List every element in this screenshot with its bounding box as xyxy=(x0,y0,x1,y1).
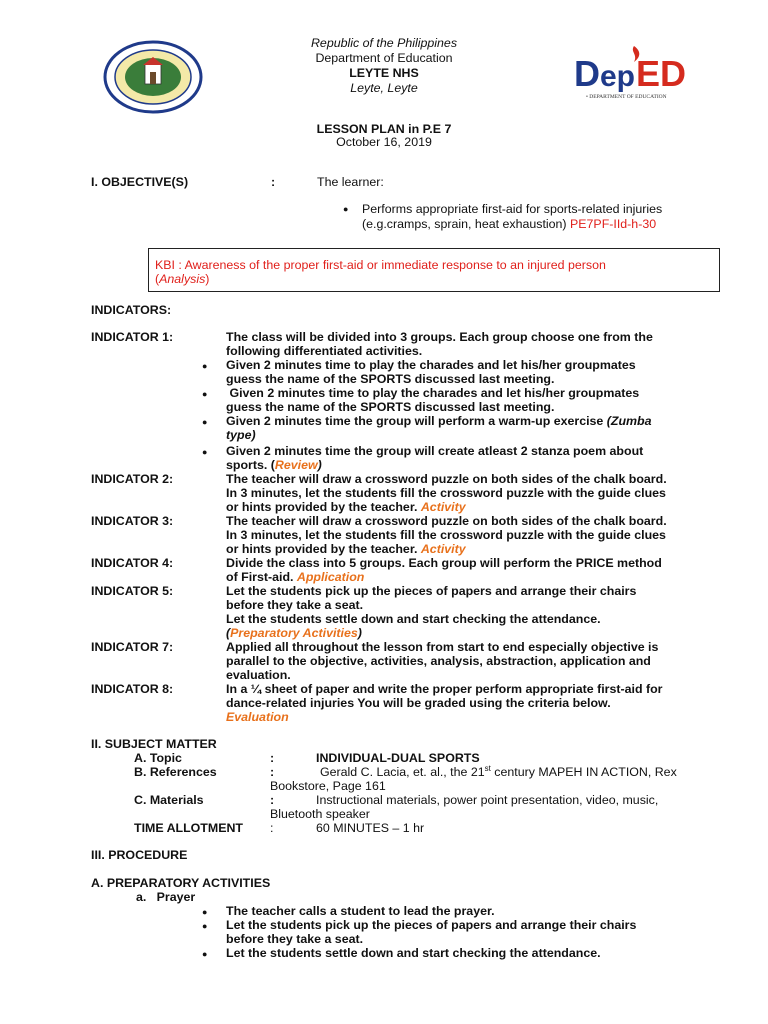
references-text: Gerald C. Lacia, et. al., the 21 xyxy=(320,765,485,779)
kbi-analysis: Analysis xyxy=(159,272,206,286)
indicator-1-line: following differentiated activities. xyxy=(226,344,423,358)
procedure-item: Let the students pick up the pieces of papers and arrange their chairs xyxy=(226,918,637,932)
indicator-3-line xyxy=(226,542,466,556)
bullet-icon: ● xyxy=(202,949,208,959)
indicator-1-bullet-text: sports. ( xyxy=(226,458,275,472)
indicator-2-label: INDICATOR 2: xyxy=(91,472,174,486)
objectives-label: I. OBJECTIVE(S) xyxy=(91,175,189,189)
indicator-1-bullet-line: Given 2 minutes time the group will create atleast 2 stanza poem about xyxy=(226,444,644,458)
indicator-5-line xyxy=(226,626,362,640)
materials-colon: : xyxy=(270,793,275,807)
objective-line-2: (e.g.cramps, sprain, heat exhaustion) xyxy=(362,217,567,231)
objective-line-1: Performs appropriate first-aid for sports-related injuries xyxy=(362,202,663,216)
indicator-1-bullet-line xyxy=(226,414,652,428)
review-tag: Review xyxy=(274,458,318,472)
zumba-note: (Zumba xyxy=(606,414,652,428)
lesson-plan-title: LESSON PLAN in P.E 7 xyxy=(316,122,452,136)
kbi-paren-close: ) xyxy=(205,272,210,286)
references-colon: : xyxy=(270,765,275,779)
indicator-8-line: dance-related injuries You will be graded using the criteria below. xyxy=(226,696,611,710)
indicator-3-text: or hints provided by the teacher. xyxy=(226,542,421,556)
republic-line: Republic of the Philippines xyxy=(310,36,458,50)
topic-colon: : xyxy=(270,751,275,765)
bullet-icon: ● xyxy=(202,389,208,399)
bullet-icon: ● xyxy=(202,361,208,371)
indicator-8-line: In a ¼ sheet of paper and write the proper perform appropriate first-aid for xyxy=(226,682,663,696)
references-value xyxy=(320,765,677,779)
bullet-icon: ● xyxy=(202,907,208,917)
indicator-7-line: parallel to the objective, activities, analysis, abstraction, application and xyxy=(226,654,651,668)
objectives-colon: : xyxy=(271,175,276,189)
objective-code: PE7PF-IId-h-30 xyxy=(570,217,657,231)
svg-text:ED: ED xyxy=(636,53,687,94)
time-allotment-value: 60 MINUTES – 1 hr xyxy=(316,821,425,835)
indicator-2-line: The teacher will draw a crossword puzzle on both sides of the chalk board. xyxy=(226,472,667,486)
indicator-1-bullet-line: type) xyxy=(226,428,256,442)
indicator-1-line: The class will be divided into 3 groups. Each group choose one from the xyxy=(226,330,653,344)
preparatory-heading: A. PREPARATORY ACTIVITIES xyxy=(91,876,271,890)
procedure-item: The teacher calls a student to lead the prayer. xyxy=(226,904,495,918)
procedure-heading: III. PROCEDURE xyxy=(91,848,188,862)
indicator-4-line: Divide the class into 5 groups. Each group will perform the PRICE method xyxy=(226,556,662,570)
indicator-5-line: Let the students pick up the pieces of papers and arrange their chairs xyxy=(226,584,637,598)
indicator-7-label: INDICATOR 7: xyxy=(91,640,174,654)
time-allotment-colon: : xyxy=(270,821,274,835)
bullet-icon: ● xyxy=(202,417,208,427)
subject-matter-heading: II. SUBJECT MATTER xyxy=(91,737,217,751)
svg-text:D: D xyxy=(574,53,600,94)
indicator-5-label: INDICATOR 5: xyxy=(91,584,174,598)
time-allotment-label: TIME ALLOTMENT xyxy=(134,821,243,835)
indicator-1-bullet-line: Given 2 minutes time to play the charades and let his/her groupmates xyxy=(226,386,640,400)
paren-close: ) xyxy=(357,626,362,640)
paren-close: ) xyxy=(317,458,322,472)
indicator-1-bullet-text: Given 2 minutes time the group will perform a warm-up exercise xyxy=(226,414,607,428)
indicator-4-label: INDICATOR 4: xyxy=(91,556,174,570)
indicator-4-line xyxy=(226,570,364,584)
preparatory-tag: Preparatory Activities xyxy=(230,626,358,640)
paren-open: ( xyxy=(226,626,231,640)
application-tag: Application xyxy=(296,570,365,584)
references-text: century MAPEH IN ACTION, Rex xyxy=(490,765,677,779)
kbi-line-1: KBI : Awareness of the proper first-aid or immediate response to an injured person xyxy=(155,258,606,272)
procedure-item: Let the students settle down and start checking the attendance. xyxy=(226,946,601,960)
indicator-7-line: evaluation. xyxy=(226,668,291,682)
bullet-icon: ● xyxy=(202,921,208,931)
indicators-section xyxy=(91,0,751,1024)
indicator-4-text: of First-aid. xyxy=(226,570,297,584)
activity-tag: Activity xyxy=(420,542,466,556)
indicator-2-line: In 3 minutes, let the students fill the crossword puzzle with the guide clues xyxy=(226,486,666,500)
svg-text:ep: ep xyxy=(600,60,636,93)
indicator-3-line: The teacher will draw a crossword puzzle on both sides of the chalk board. xyxy=(226,514,667,528)
references-value-line-2: Bookstore, Page 161 xyxy=(270,779,386,793)
references-label: B. References xyxy=(134,765,217,779)
indicator-1-bullet-line: guess the name of the SPORTS discussed last meeting. xyxy=(226,372,555,386)
lesson-date: October 16, 2019 xyxy=(336,135,432,149)
kbi-paren-open: ( xyxy=(155,272,160,286)
evaluation-tag: Evaluation xyxy=(226,710,289,724)
svg-text:• DEPARTMENT OF EDUCATION: • DEPARTMENT OF EDUCATION xyxy=(586,94,667,100)
objectives-intro: The learner: xyxy=(317,175,384,189)
procedure-item: before they take a seat. xyxy=(226,932,364,946)
bullet-icon: ● xyxy=(202,447,208,457)
indicators-heading: INDICATORS: xyxy=(91,303,172,317)
indicator-1-label: INDICATOR 1: xyxy=(91,330,174,344)
school-name: LEYTE NHS xyxy=(349,66,419,80)
indicator-3-label: INDICATOR 3: xyxy=(91,514,174,528)
activity-tag: Activity xyxy=(420,500,466,514)
indicator-2-text: or hints provided by the teacher. xyxy=(226,500,421,514)
indicator-5-line: before they take a seat. xyxy=(226,598,364,612)
references-sup: st xyxy=(484,763,491,773)
department-line: Department of Education xyxy=(315,51,453,65)
indicator-7-line: Applied all throughout the lesson from start to end especially objective is xyxy=(226,640,659,654)
prayer-label: a. Prayer xyxy=(136,890,196,904)
materials-value-line-2: Bluetooth speaker xyxy=(270,807,370,821)
materials-value: Instructional materials, power point presentation, video, music, xyxy=(316,793,659,807)
school-location: Leyte, Leyte xyxy=(350,81,418,95)
indicator-3-line: In 3 minutes, let the students fill the crossword puzzle with the guide clues xyxy=(226,528,666,542)
topic-label: A. Topic xyxy=(134,751,182,765)
bullet-icon: ● xyxy=(343,204,349,214)
indicator-1-bullet-line: Given 2 minutes time to play the charades and let his/her groupmates xyxy=(226,358,636,372)
indicator-1-bullet-line xyxy=(226,458,322,472)
topic-value: INDIVIDUAL-DUAL SPORTS xyxy=(316,751,480,765)
indicator-5-line: Let the students settle down and start checking the attendance. xyxy=(226,612,601,626)
indicator-1-bullet-line: guess the name of the SPORTS discussed last meeting. xyxy=(226,400,555,414)
materials-label: C. Materials xyxy=(134,793,204,807)
indicator-2-line xyxy=(226,500,466,514)
indicator-8-label: INDICATOR 8: xyxy=(91,682,174,696)
